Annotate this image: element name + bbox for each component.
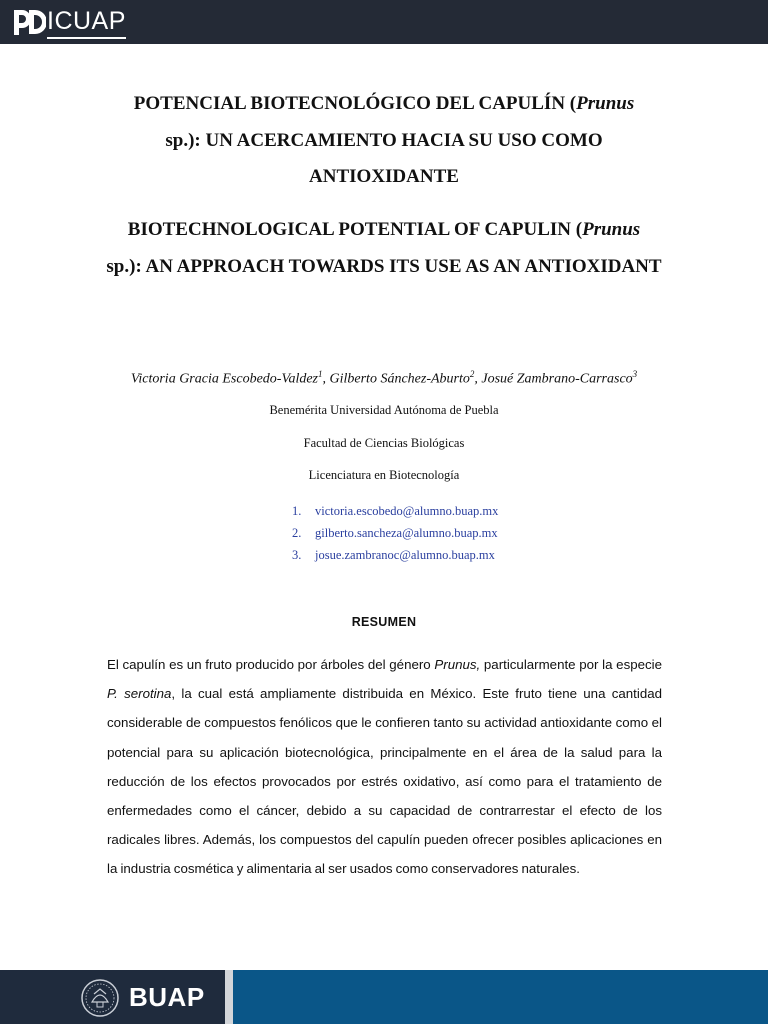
author-mark: 1 <box>318 369 323 379</box>
email-link[interactable]: victoria.escobedo@alumno.buap.mx <box>315 504 499 518</box>
header-bar <box>0 0 768 44</box>
author-mark: 3 <box>632 369 638 379</box>
faculty-name: Facultad de Ciencias Biológicas <box>303 436 465 450</box>
title-english: BIOTECHNOLOGICAL POTENTIAL OF CAPULIN (Prunus sp.): AN APPROACH TOWARDS ITS USE AS AN ANTIOXIDANT <box>106 219 662 277</box>
email-number: 2. <box>292 526 302 540</box>
buap-seal-icon <box>80 978 120 1018</box>
footer-blue-panel <box>233 970 768 1024</box>
author-list: Victoria Gracia Escobedo-Valdez$^1$, Gilberto Sánchez-Aburto$^2$, Josué Zambrano-Carrasco$^3$ <box>130 369 638 387</box>
footer-bar <box>0 970 768 1024</box>
author-mark: 2 <box>469 369 475 379</box>
icuap-logo <box>12 6 126 38</box>
abstract-heading: RESUMEN <box>351 615 417 629</box>
university-name: Benemérita Universidad Autónoma de Puebla <box>269 403 499 417</box>
email-number: 1. <box>292 504 302 518</box>
pd-logo-icon <box>12 7 46 37</box>
title-spanish: POTENCIAL BIOTECNOLÓGICO DEL CAPULÍN (Prunus sp.): UN ACERCAMIENTO HACIA SU USO COMO ANTIOXIDANTE <box>133 93 635 187</box>
buap-logo-text: BUAP <box>129 982 205 1012</box>
email-item <box>292 522 498 544</box>
author-name: Victoria Gracia Escobedo-Valdez <box>130 371 318 387</box>
author-name: Josué Zambrano-Carrasco <box>481 371 633 387</box>
email-link[interactable]: josue.zambranoc@alumno.buap.mx <box>315 548 495 562</box>
email-item <box>292 500 498 522</box>
email-link[interactable]: gilberto.sancheza@alumno.buap.mx <box>315 526 498 540</box>
program-name: Licenciatura en Biotecnología <box>308 468 460 482</box>
email-item <box>292 544 498 566</box>
author-name: Gilberto Sánchez-Aburto <box>329 371 470 387</box>
footer-divider <box>225 970 233 1024</box>
abstract-text: El capulín es un fruto producido por árboles del género Prunus, particularmente por la especie P. serotina, la cual está ampliamente distribuida en México. Este fruto tiene una cantidad considerable de compuestos fenólicos que le confieren tanto su actividad antioxidante como el potencial para su aplicación biotecnológica, principalmente en el área de la salud para la reducción de los efectos provocados por estrés oxidativo, así como para el tratamiento de enfermedades como el cáncer, debido a su capacidad de contrarrestar el efecto de los radicales libres. Además, los compuestos del capulín pueden ofrecer posibles aplicaciones en la industria cosmética y alimentaria al ser usados como conservadores naturales. <box>107 657 663 877</box>
icuap-logo-text: ICUAP <box>47 5 126 39</box>
email-list <box>292 500 498 566</box>
email-number: 3. <box>292 548 302 562</box>
